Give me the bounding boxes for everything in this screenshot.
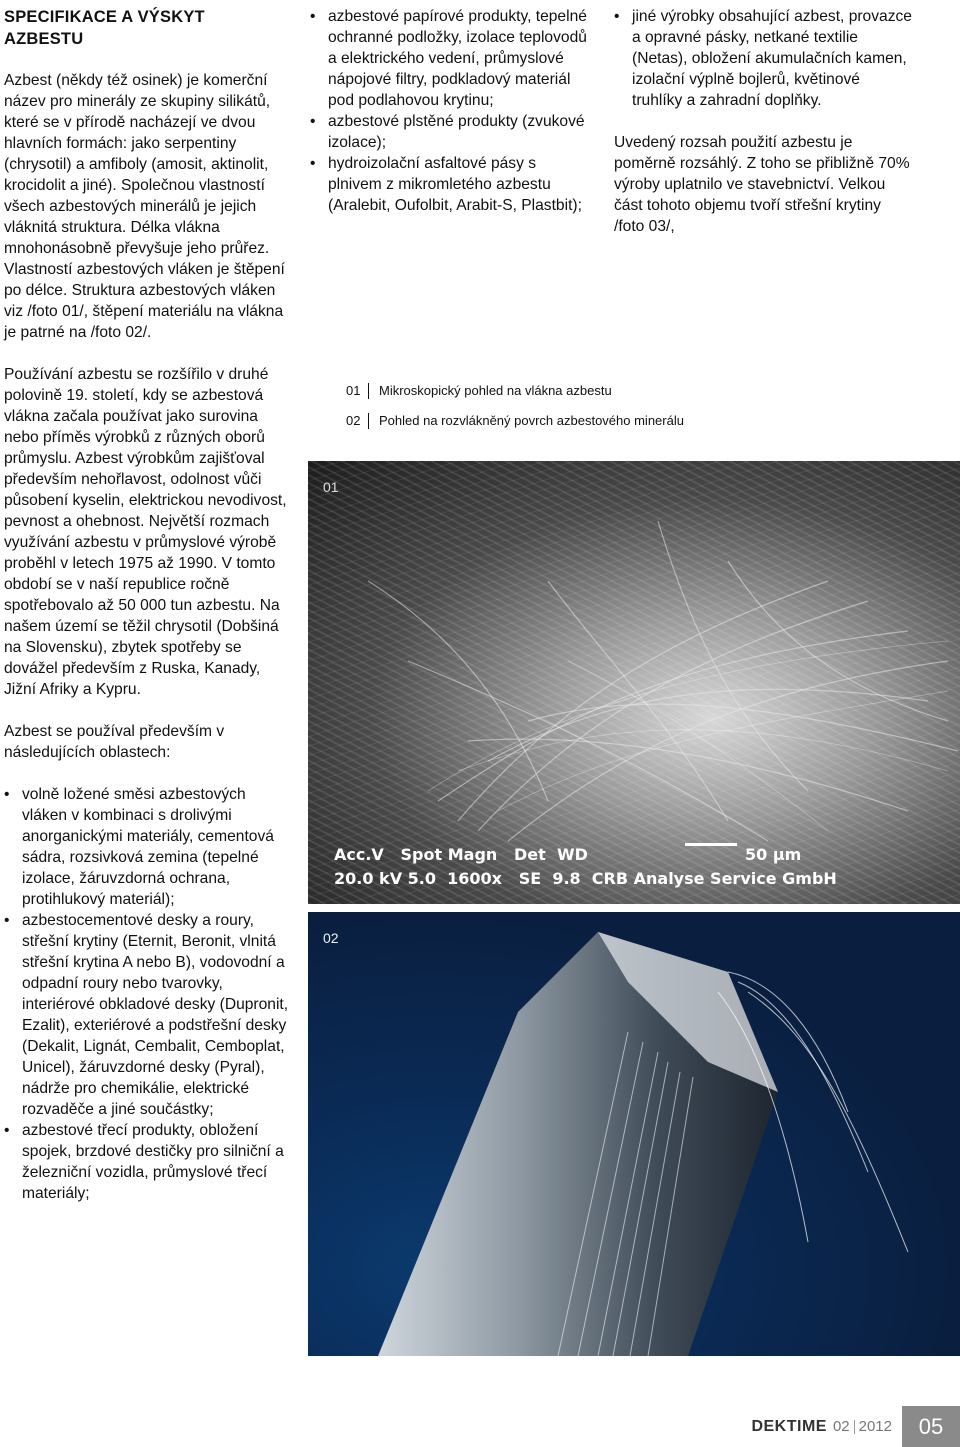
sem-lab-name: CRB Analyse Service GmbH: [591, 869, 837, 888]
fiber-texture: [308, 461, 960, 904]
list-item: • hydroizolační asfaltové pásy s plnivem z mikromletého azbestu (Aralebit, Oufolbit, Arabit-S, Plastbit);: [310, 153, 592, 216]
caption-text: Pohled na rozvlákněný povrch azbestového minerálu: [379, 413, 684, 428]
sem-spot-label: Spot: [400, 845, 443, 864]
sem-wd-value: 9.8: [552, 869, 581, 888]
page-footer: [751, 1406, 960, 1447]
caption-text: Mikroskopický pohled na vlákna azbestu: [379, 383, 612, 398]
photo-label: 01: [323, 479, 339, 495]
sem-acc-label: Acc.V: [334, 845, 384, 864]
list-item: • azbestové plstěné produkty (zvukové izolace);: [310, 111, 592, 153]
issue-number: 02: [832, 1418, 850, 1435]
section-title: [4, 6, 294, 50]
sem-acc-value: 20.0 kV: [334, 869, 403, 888]
column-middle: [310, 6, 592, 216]
list-item: • azbestové třecí produkty, obložení spojek, brzdové destičky pro silniční a železniční vozidla, průmyslové třecí materiály;: [4, 1120, 294, 1204]
caption-number: 02: [346, 413, 361, 428]
paragraph-scope: Uvedený rozsah použití azbestu je poměrně rozsáhlý. Z toho se přibližně 70% výroby uplatnilo ve stavebnictví. Velkou část tohoto objemu tvoří střešní krytiny /foto 03/,: [614, 134, 910, 235]
mineral-shape: [308, 912, 960, 1356]
sem-spot-value: 5.0: [407, 869, 436, 888]
paragraph-history: Používání azbestu se rozšířilo v druhé polovině 19. století, kdy se azbestová vlákna začala používat jako surovina nebo příměs výrobků z různých oborů průmyslu. Azbest výrobkům zajišťoval především nehořlavost, odolnost vůči působení kyselin, elektrickou nevodivost, pevnost a ohebnost. Největší rozmach využívání azbestu v průmyslové výrobě proběhl v letech 1975 až 1990. V tomto období se v naší republice ročně spotřebovalo až 50 000 tun azbestu. Na našem území se těžil chrysotil (Dobšiná na Slovensku), zbytek spotřeby se dovážel především z Ruska, Kanady, Jižní Afriky a Kypru.: [4, 366, 287, 698]
sem-magn-value: 1600x: [447, 869, 502, 888]
caption-02: [346, 413, 684, 429]
issue-info: [833, 1418, 892, 1435]
column-right: [614, 6, 914, 237]
paragraph-intro: Azbest (někdy též osinek) je komerční název pro minerály ze skupiny silikátů, které se v přírodě nacházejí ve dvou hlavních formách: jako serpentiny (chrysotil) a amfiboly (amosit, aktinolit, krocidolit a jiné). Společnou vlastností všech azbestových minerálů je jejich vláknitá struktura. Délka vlákna mnohonásobně převyšuje jeho průřez. Vlastností azbestových vláken je štěpení po délce. Struktura azbestových vláken viz /foto 01/, štěpení materiálu na vlákna je patrné na /foto 02/.: [4, 72, 285, 341]
magazine-brand: DEKTIME: [751, 1417, 827, 1435]
page-number: 05: [902, 1406, 960, 1447]
title-line-1: SPECIFIKACE A VÝSKYT: [4, 8, 205, 26]
photo-label: 02: [323, 930, 339, 946]
list-item: • jiné výrobky obsahující azbest, provazce a opravné pásky, netkané textilie (Netas), obložení akumulačních kamen, izolační výplně bojlerů, květinové truhlíky a zahradní doplňky.: [614, 6, 914, 111]
sem-wd-label: WD: [556, 845, 588, 864]
usage-list: [4, 784, 294, 1204]
mineral-photo: [308, 912, 960, 1356]
list-item: • volně ložené směsi azbestových vláken v kombinaci s drolivými anorganickými materiály, cementová sádra, rozsivková zemina (tepelné izolace, žáruvzdorná ochrana, protihlukový materiál);: [4, 784, 294, 910]
list-item: • azbestové papírové produkty, tepelné ochranné podložky, izolace teplovodů a elektrického vedení, průmyslové nápojové filtry, podkladový materiál pod podlahovou krytinu;: [310, 6, 592, 111]
column-left: [4, 6, 294, 1204]
title-line-2: AZBESTU: [4, 30, 84, 48]
usage-list-continued: [310, 6, 592, 216]
photo-captions: [346, 383, 684, 443]
usage-list-end: [614, 6, 914, 111]
microscope-photo: [308, 461, 960, 904]
caption-01: [346, 383, 684, 399]
issue-year: 2012: [858, 1418, 892, 1435]
paragraph-usage-intro: Azbest se používal především v následujících oblastech:: [4, 723, 225, 761]
sem-info-bar: [334, 843, 837, 891]
sem-scale-label: 50 µm: [745, 845, 802, 864]
sem-det-value: SE: [518, 869, 542, 888]
sem-magn-label: Magn: [447, 845, 498, 864]
caption-number: 01: [346, 383, 361, 398]
sem-det-label: Det: [514, 845, 546, 864]
list-item: • azbestocementové desky a roury, střešní krytiny (Eternit, Beronit, vlnitá střešní krytina A nebo B), vodovodní a odpadní roury nebo tvarovky, interiérové obkladové desky (Dupronit, Ezalit), exteriérové a podstřešní desky (Dekalit, Lignát, Cembalit, Cemboplat, Unicel), žáruvzdorné desky (Pyral), nádrže pro chemikálie, elektrické rozvaděče a jiné součástky;: [4, 910, 294, 1120]
